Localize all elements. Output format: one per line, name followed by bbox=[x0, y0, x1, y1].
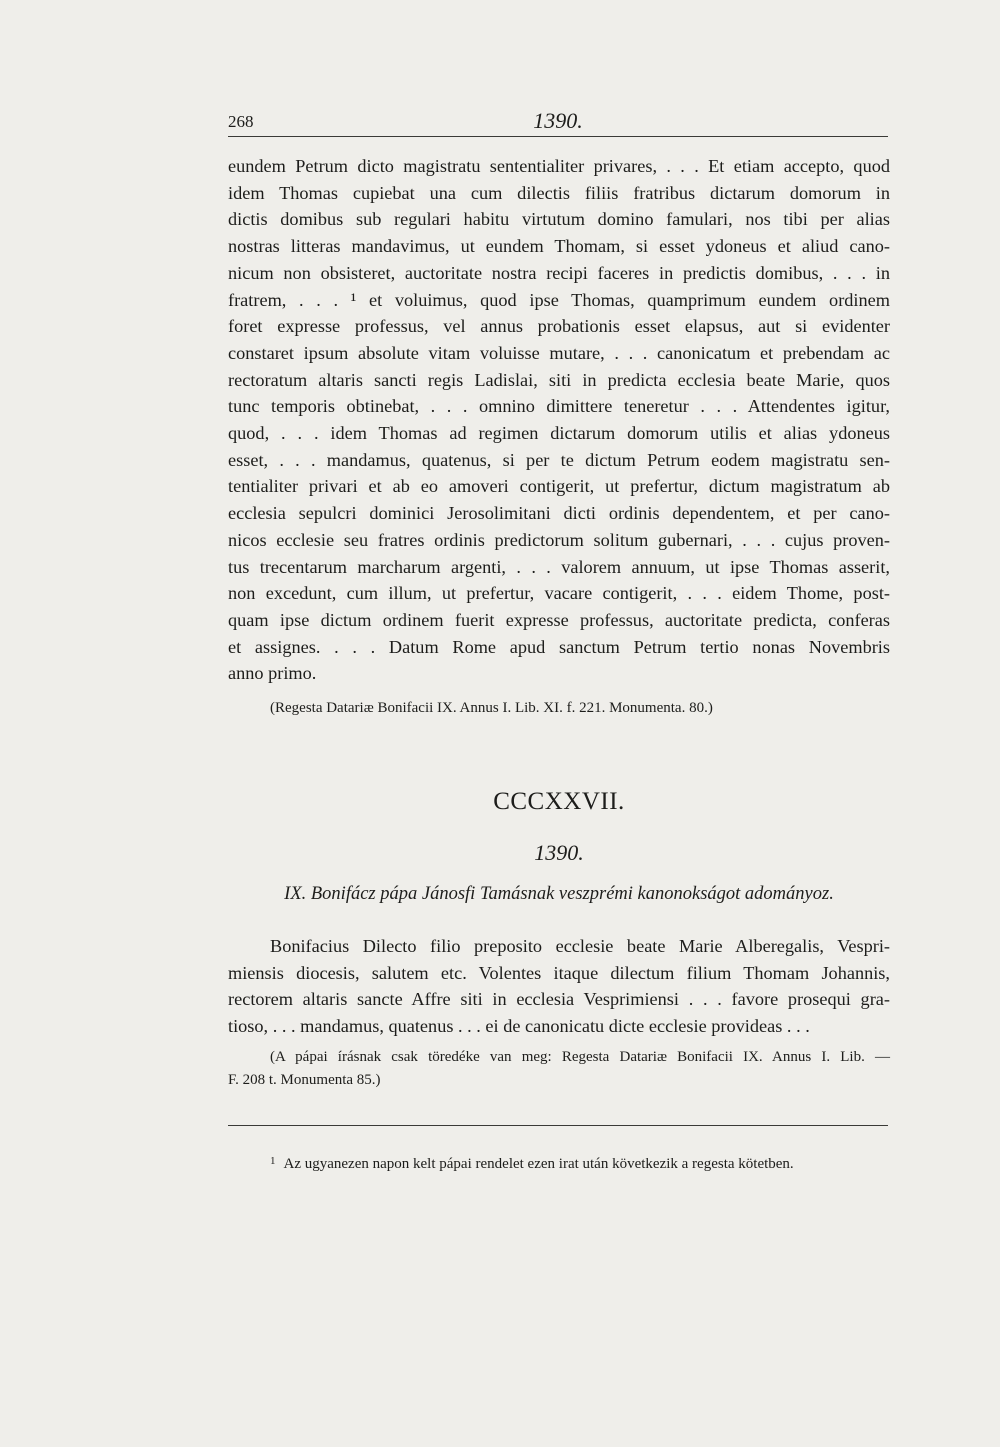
source-line: (A pápai írásnak csak töredéke van meg: Regesta Datariæ Bonifacii IX. Annus I. Lib. — bbox=[270, 1049, 890, 1065]
source-citation: (Regesta Datariæ Bonifacii IX. Annus I. Lib. XI. f. 221. Monumenta. 80.) bbox=[270, 700, 713, 716]
page-number: 268 bbox=[228, 112, 254, 131]
text-line: eundem Petrum dicto magistratu sententialiter privares, . . . Et etiam accepto, quod bbox=[228, 156, 890, 176]
page-header bbox=[228, 106, 888, 137]
document-text-block bbox=[228, 933, 890, 1040]
text-line: tunc temporis obtinebat, . . . omnino dimittere teneretur . . . Attendentes igitur, bbox=[228, 396, 890, 417]
document-text-line: miensis diocesis, salutem etc. Volentes itaque dilectum filium Thomam Johannis, bbox=[228, 962, 890, 983]
text-line: idem Thomas cupiebat una cum dilectis filiis fratribus dictarum domorum in bbox=[228, 182, 890, 203]
document-text-line: tioso, . . . mandamus, quatenus . . . ei de canonicatu dicte ecclesie provideas . . . bbox=[228, 1016, 810, 1037]
text-line: et assignes. . . . Datum Rome apud sanctum Petrum tertio nonas Novembris bbox=[228, 636, 890, 657]
text-line: non excedunt, cum illum, ut prefertur, vacare contigerit, . . . eidem Thome, post- bbox=[228, 583, 890, 604]
text-line: ecclesia sepulcri dominici Jerosolimitani dicti ordinis dependentem, et per cano- bbox=[228, 503, 890, 524]
text-line: nicos ecclesie seu fratres ordinis predictorum solitum gubernari, . . . cujus proven- bbox=[228, 529, 890, 550]
running-header-year: 1390. bbox=[533, 108, 583, 133]
document-text-line: Bonifacius Dilecto filio preposito ecclesie beate Marie Alberegalis, Vespri- bbox=[270, 936, 890, 956]
text-line: fratrem, . . . ¹ et voluimus, quod ipse Thomas, quamprimum eundem ordinem bbox=[228, 289, 890, 310]
footnote-mark: 1 bbox=[270, 1155, 276, 1167]
text-line: nostras litteras mandavimus, ut eundem Thomam, si esset ydoneus et aliud cano- bbox=[228, 236, 890, 257]
document-year: 1390. bbox=[534, 840, 584, 865]
footnote-text: Az ugyanezen napon kelt pápai rendelet ezen irat után következik a regesta kötetben. bbox=[283, 1156, 794, 1172]
document-text-line: rectorem altaris sancte Affre siti in ecclesia Vesprimiensi . . . favore prosequi gra- bbox=[228, 989, 890, 1010]
footnote-divider bbox=[228, 1125, 888, 1126]
text-line: foret expresse professus, vel annus probationis esset elapsus, aut si evidenter bbox=[228, 316, 890, 337]
footnote bbox=[270, 1150, 794, 1175]
document-source-citation bbox=[228, 1046, 890, 1092]
text-line: quam ipse dictum ordinem fuerit expresse professus, auctoritate predicta, conferas bbox=[228, 609, 890, 630]
source-line: F. 208 t. Monumenta 85.) bbox=[228, 1072, 381, 1088]
text-line: constaret ipsum absolute vitam voluisse mutare, . . . canonicatum et prebendam ac bbox=[228, 342, 890, 363]
main-text-block bbox=[228, 153, 890, 687]
text-line: esset, . . . mandamus, quatenus, si per te dictum Petrum eodem magistratu sen- bbox=[228, 449, 890, 470]
document-number: CCCXXVII. bbox=[493, 788, 625, 815]
text-line: tentialiter privari et ab eo amoveri contigerit, ut prefertur, dictum magistratum ab bbox=[228, 476, 890, 497]
text-line: anno primo. bbox=[228, 663, 317, 684]
text-line: tus trecentarum marcharum argenti, . . . valorem annuum, ut ipse Thomas asserit, bbox=[228, 556, 890, 577]
text-line: quod, . . . idem Thomas ad regimen dictarum domorum utilis et alias ydoneus bbox=[228, 423, 890, 444]
text-line: nicum non obsisteret, auctoritate nostra recipi faceres in predictis domibus, . . . in bbox=[228, 262, 890, 283]
text-line: rectoratum altaris sancti regis Ladislai, siti in predicta ecclesia beate Marie, quos bbox=[228, 369, 890, 390]
document-title: IX. Bonifácz pápa Jánosfi Tamásnak veszprémi kanonokságot adományoz. bbox=[284, 884, 834, 904]
text-line: dictis domibus sub regulari habitu virtutum domino famulari, nos tibi per alias bbox=[228, 209, 890, 230]
